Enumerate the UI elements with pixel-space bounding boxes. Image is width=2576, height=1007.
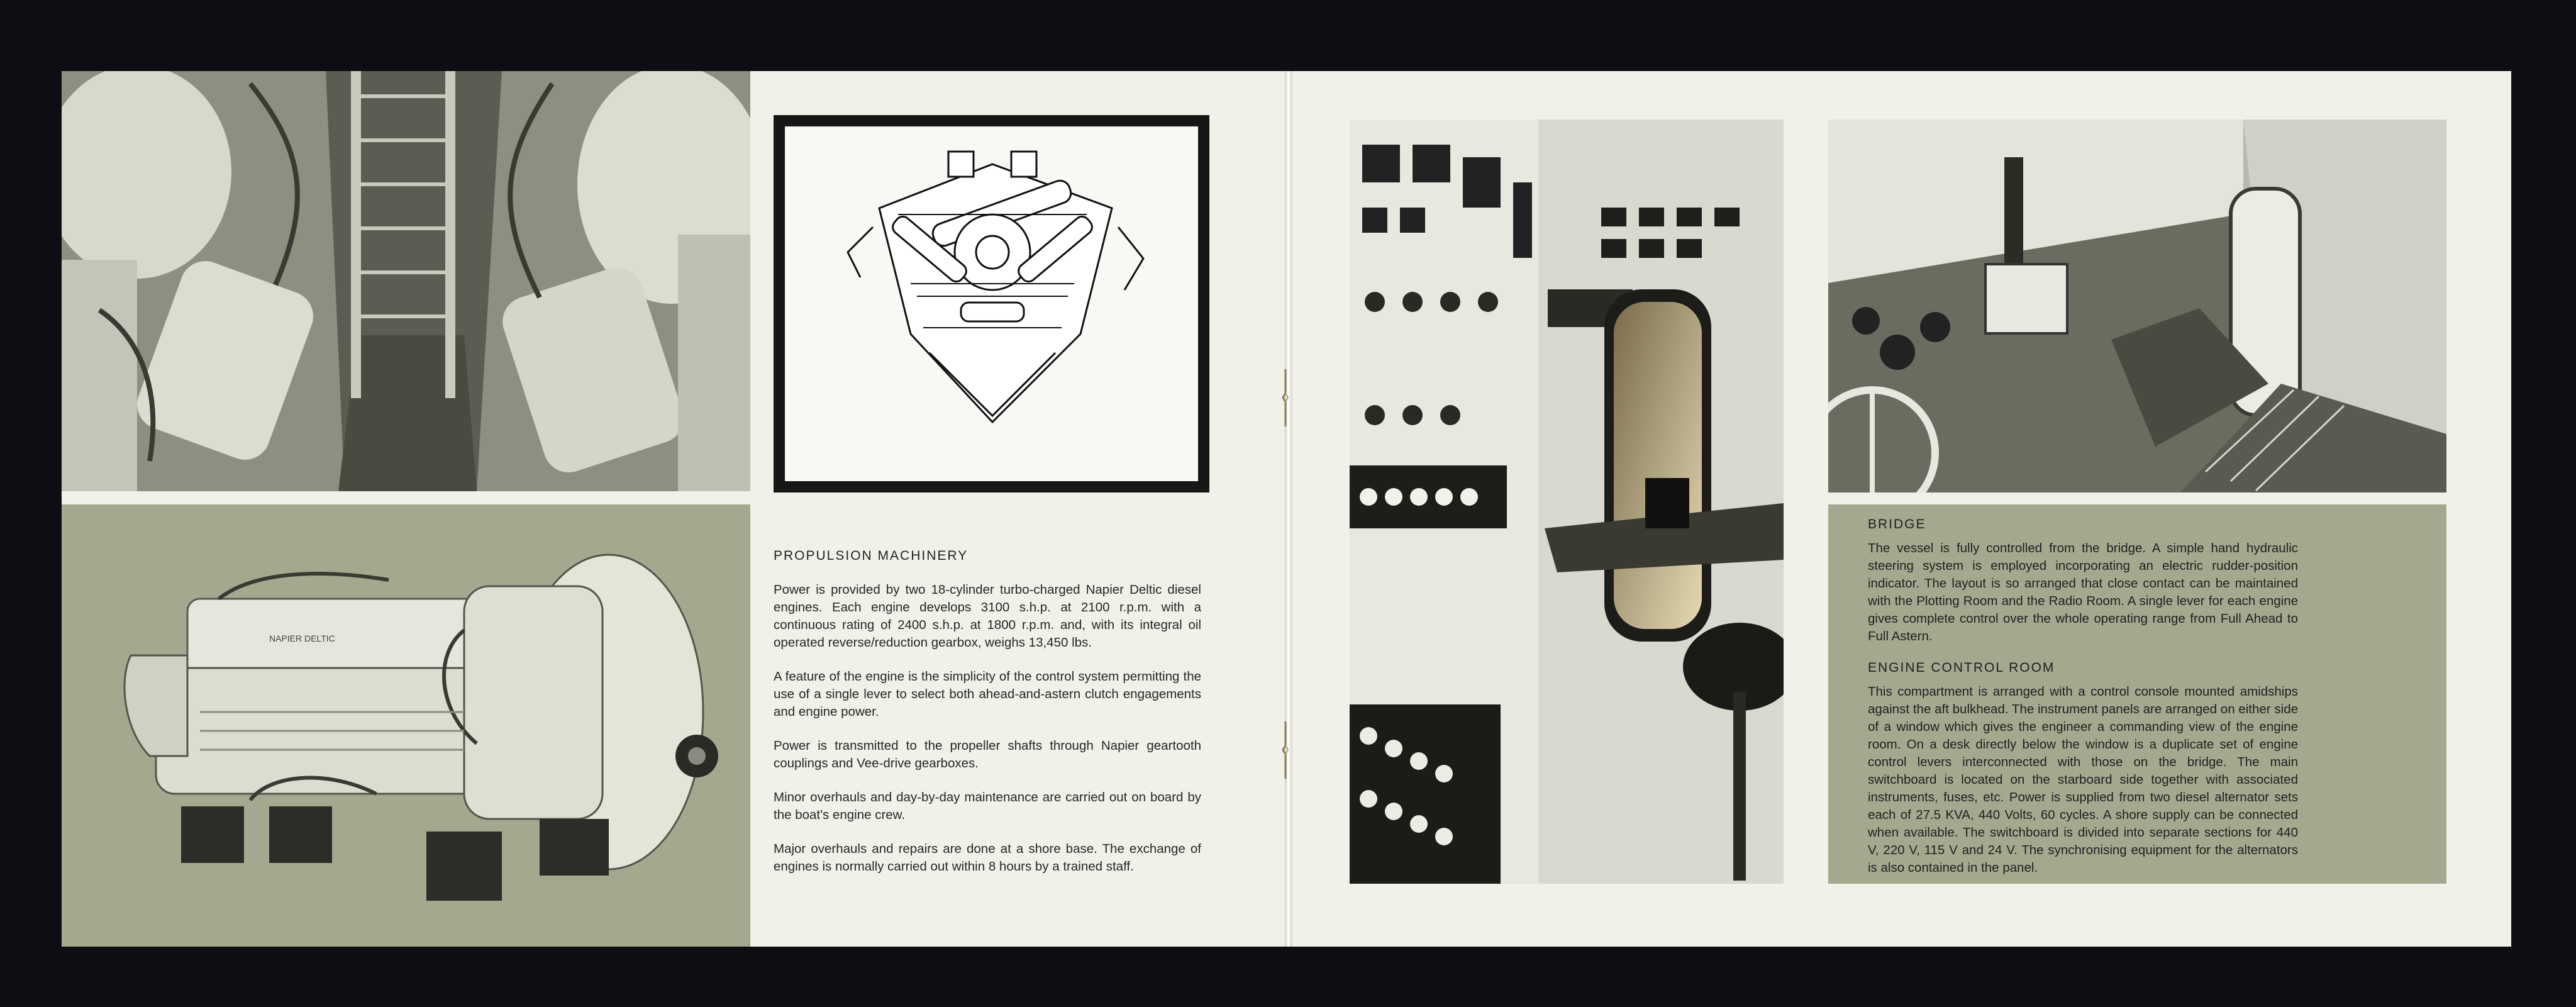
engine-room-photo [62, 71, 750, 491]
propulsion-paragraph-3: Power is transmitted to the propeller shafts through Napier geartooth couplings and Vee-drive gearboxes. [774, 738, 1201, 771]
engine-drawing-frame [774, 115, 1209, 492]
propulsion-paragraph-5: Major overhauls and repairs are done at a shore base. The exchange of engines is normally carried out within 8 hours by a trained staff. [774, 842, 1201, 874]
bridge-section [1868, 517, 2298, 892]
engine-control-room-paragraph: This compartment is arranged with a control console mounted amidships against the aft bulkhead. The instrument panels are arranged on either side of a window which gives the engineer a commanding view of the engine room. On a desk directly below the window is a duplicate set of engine control levers interconnected with those on the bridge. The main switchboard is located on the starboard side together with associated instruments, fuses, etc. Power is supplied from two diesel alternator sets each of 27.5 KVA, 440 Volts, 60 cycles. A shore supply can be connected when available. The switchboard is divided into separate sections for 440 V, 220 V, 115 V and 24 V. The synchronising equipment for the alternators is also contained in the panel. [1868, 684, 2298, 875]
propulsion-paragraph-2: A feature of the engine is the simplicity of the control system permitting the use of a single lever to select both ahead-and-astern clutch engagements and engine power. [774, 669, 1201, 719]
napier-deltic-engine-image [62, 504, 750, 947]
engine-control-room-heading: ENGINE CONTROL ROOM [1868, 660, 2055, 675]
engine-cutaway-drawing [785, 126, 1198, 481]
staple-top [1281, 368, 1290, 428]
engine-control-room-photo [1350, 120, 1784, 884]
bridge-paragraph: The vessel is fully controlled from the bridge. A simple hand hydraulic steering system is employed incorporating an electric rudder-position indicator. The layout is so arranged that close contact can be maintained with the Plotting Room and the Radio Room. A single lever for each engine gives complete control over the whole operating range from Full Ahead to Full Astern. [1868, 541, 2298, 643]
propulsion-heading: PROPULSION MACHINERY [774, 548, 969, 563]
propulsion-paragraph-1: Power is provided by two 18-cylinder turbo-charged Napier Deltic diesel engines. Each engine develops 3100 s.h.p. at 2100 r.p.m. with a continuous rating of 2400 s.h.p. at 1800 r.p.m. and, with its integral oil operated reverse/reduction gearbox, weighs 13,450 lbs. [774, 582, 1201, 650]
bridge-photo [1828, 120, 2446, 492]
center-fold [1285, 71, 1292, 947]
staple-bottom [1281, 720, 1290, 780]
propulsion-machinery-section [774, 548, 1201, 892]
bridge-heading: BRIDGE [1868, 517, 1926, 531]
propulsion-paragraph-4: Minor overhauls and day-by-day maintenance are carried out on board by the boat's engine crew. [774, 790, 1201, 822]
engine-photo-panel [62, 504, 750, 947]
engine-nameplate: NAPIER DELTIC [269, 633, 335, 643]
